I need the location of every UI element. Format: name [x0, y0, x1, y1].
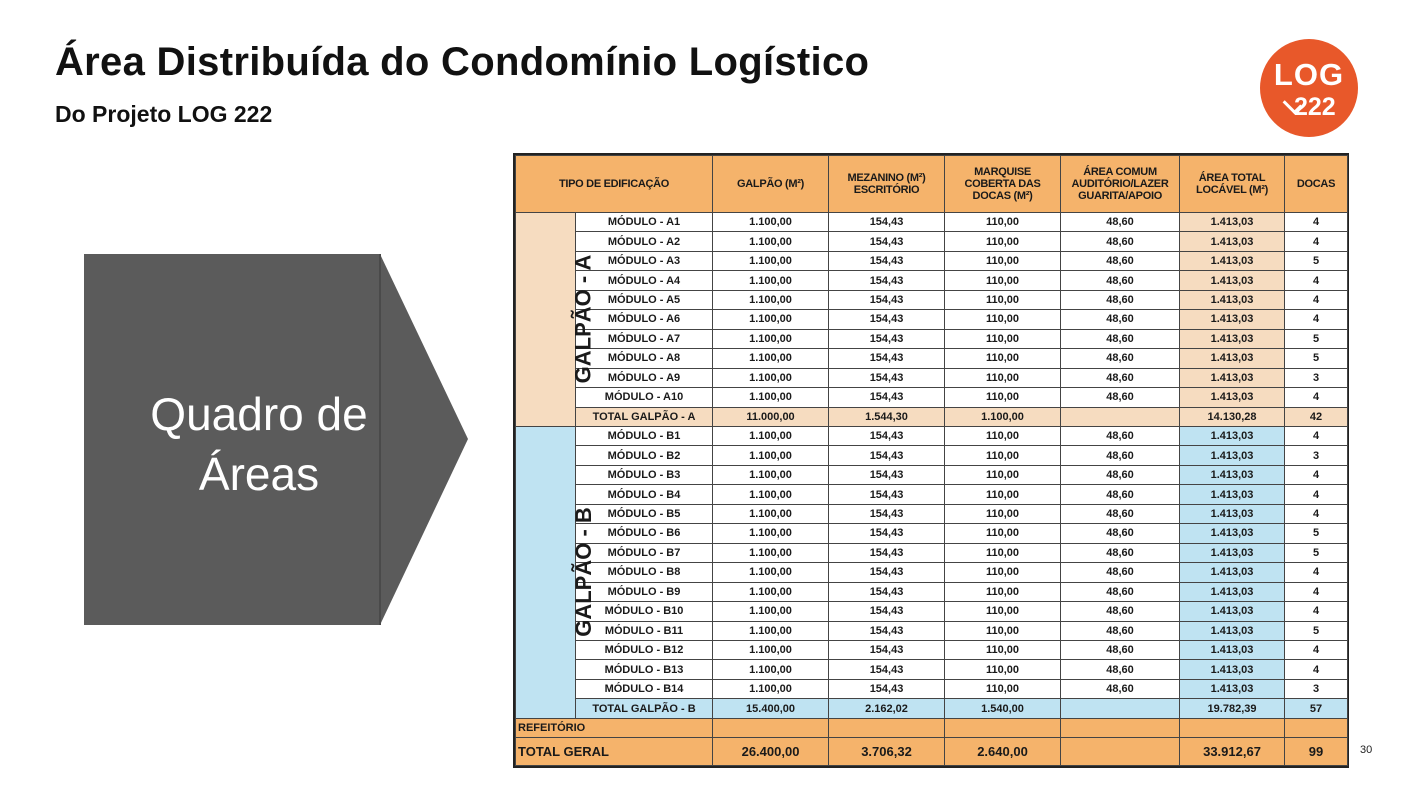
modulo-cell: MÓDULO - A10 — [576, 388, 713, 407]
table-row — [516, 621, 1348, 640]
table-row — [516, 213, 1348, 232]
total-mezanino-cell: 2.162,02 — [829, 699, 945, 718]
mezanino-cell: 154,43 — [829, 368, 945, 387]
total-geral-galpao-cell: 26.400,00 — [713, 738, 829, 766]
docas-cell: 5 — [1285, 621, 1348, 640]
marquise-cell: 110,00 — [945, 310, 1061, 329]
modulo-cell: MÓDULO - B5 — [576, 504, 713, 523]
comum-cell: 48,60 — [1061, 349, 1180, 368]
table-row — [516, 426, 1348, 445]
total-cell: 1.413,03 — [1180, 232, 1285, 251]
docas-cell: 4 — [1285, 563, 1348, 582]
mezanino-cell: 154,43 — [829, 465, 945, 484]
marquise-cell: 110,00 — [945, 485, 1061, 504]
refeitorio-empty-cell — [1285, 718, 1348, 737]
docas-cell: 4 — [1285, 504, 1348, 523]
comum-cell: 48,60 — [1061, 602, 1180, 621]
table-row — [516, 271, 1348, 290]
total-cell: 1.413,03 — [1180, 621, 1285, 640]
table-row — [516, 582, 1348, 601]
galpao-cell: 1.100,00 — [713, 679, 829, 698]
refeitorio-empty-cell — [829, 718, 945, 737]
modulo-cell: MÓDULO - A4 — [576, 271, 713, 290]
total-geral-mezanino-cell: 3.706,32 — [829, 738, 945, 766]
total-cell: 1.413,03 — [1180, 582, 1285, 601]
refeitorio-row — [516, 718, 1348, 737]
mezanino-cell: 154,43 — [829, 232, 945, 251]
refeitorio-empty-cell — [1061, 718, 1180, 737]
marquise-cell: 110,00 — [945, 446, 1061, 465]
mezanino-cell: 154,43 — [829, 504, 945, 523]
group-label-group-b — [516, 426, 596, 718]
total-cell: 1.413,03 — [1180, 213, 1285, 232]
callout-line-1: Quadro de — [150, 388, 368, 440]
total-cell: 1.413,03 — [1180, 426, 1285, 445]
total-geral-row — [516, 738, 1348, 766]
modulo-cell: MÓDULO - B7 — [576, 543, 713, 562]
mezanino-cell: 154,43 — [829, 271, 945, 290]
header-docas: DOCAS — [1285, 156, 1348, 213]
marquise-cell: 110,00 — [945, 660, 1061, 679]
table-row — [516, 290, 1348, 309]
total-cell: 1.413,03 — [1180, 465, 1285, 484]
mezanino-cell: 154,43 — [829, 213, 945, 232]
total-cell: 1.413,03 — [1180, 271, 1285, 290]
total-cell: 1.413,03 — [1180, 524, 1285, 543]
galpao-cell: 1.100,00 — [713, 388, 829, 407]
marquise-cell: 110,00 — [945, 271, 1061, 290]
modulo-cell: MÓDULO - A8 — [576, 349, 713, 368]
marquise-cell: 110,00 — [945, 465, 1061, 484]
total-cell: 1.413,03 — [1180, 679, 1285, 698]
total-cell: 1.413,03 — [1180, 660, 1285, 679]
header-area-comum: ÁREA COMUM AUDITÓRIO/LAZER GUARITA/APOIO — [1061, 156, 1180, 213]
marquise-cell: 110,00 — [945, 368, 1061, 387]
total-comum-cell — [1061, 699, 1180, 718]
marquise-cell: 110,00 — [945, 524, 1061, 543]
mezanino-cell: 154,43 — [829, 251, 945, 270]
modulo-cell: MÓDULO - A6 — [576, 310, 713, 329]
docas-cell: 3 — [1285, 368, 1348, 387]
comum-cell: 48,60 — [1061, 679, 1180, 698]
comum-cell: 48,60 — [1061, 446, 1180, 465]
comum-cell: 48,60 — [1061, 388, 1180, 407]
docas-cell: 4 — [1285, 232, 1348, 251]
group-label-text: GALPÃO - B — [570, 507, 596, 638]
marquise-cell: 110,00 — [945, 232, 1061, 251]
comum-cell: 48,60 — [1061, 232, 1180, 251]
area-table-container — [513, 153, 1349, 768]
modulo-cell: MÓDULO - A9 — [576, 368, 713, 387]
galpao-cell: 1.100,00 — [713, 232, 829, 251]
docas-cell: 4 — [1285, 640, 1348, 659]
total-label-cell: TOTAL GALPÃO - A — [576, 407, 713, 426]
galpao-cell: 1.100,00 — [713, 426, 829, 445]
modulo-cell: MÓDULO - B9 — [576, 582, 713, 601]
group-label-group-a — [516, 213, 596, 427]
table-row — [516, 446, 1348, 465]
table-header-row — [516, 156, 1348, 213]
marquise-cell: 110,00 — [945, 543, 1061, 562]
table-row — [516, 640, 1348, 659]
mezanino-cell: 154,43 — [829, 660, 945, 679]
quadro-callout — [84, 254, 468, 625]
total-docas-cell: 42 — [1285, 407, 1348, 426]
table-row — [516, 563, 1348, 582]
table-row — [516, 504, 1348, 523]
table-row — [516, 251, 1348, 270]
page-subtitle: Do Projeto LOG 222 — [55, 101, 273, 127]
modulo-cell: MÓDULO - B14 — [576, 679, 713, 698]
modulo-cell: MÓDULO - B4 — [576, 485, 713, 504]
total-mezanino-cell: 1.544,30 — [829, 407, 945, 426]
docas-cell: 5 — [1285, 524, 1348, 543]
modulo-cell: MÓDULO - A7 — [576, 329, 713, 348]
galpao-cell: 1.100,00 — [713, 271, 829, 290]
total-cell: 1.413,03 — [1180, 349, 1285, 368]
header-marquise: MARQUISE COBERTA DAS DOCAS (M²) — [945, 156, 1061, 213]
marquise-cell: 110,00 — [945, 602, 1061, 621]
comum-cell: 48,60 — [1061, 329, 1180, 348]
total-cell: 1.413,03 — [1180, 446, 1285, 465]
group-total-row — [516, 407, 1348, 426]
comum-cell: 48,60 — [1061, 582, 1180, 601]
marquise-cell: 110,00 — [945, 290, 1061, 309]
total-cell: 1.413,03 — [1180, 504, 1285, 523]
galpao-cell: 1.100,00 — [713, 349, 829, 368]
galpao-cell: 1.100,00 — [713, 621, 829, 640]
table-row — [516, 679, 1348, 698]
docas-cell: 5 — [1285, 543, 1348, 562]
mezanino-cell: 154,43 — [829, 582, 945, 601]
table-row — [516, 329, 1348, 348]
modulo-cell: MÓDULO - B3 — [576, 465, 713, 484]
group-total-row — [516, 699, 1348, 718]
total-docas-cell: 57 — [1285, 699, 1348, 718]
comum-cell: 48,60 — [1061, 465, 1180, 484]
table-row — [516, 388, 1348, 407]
page-title: Área Distribuída do Condomínio Logístico — [55, 40, 870, 84]
mezanino-cell: 154,43 — [829, 679, 945, 698]
galpao-cell: 1.100,00 — [713, 213, 829, 232]
total-geral-comum-cell — [1061, 738, 1180, 766]
galpao-cell: 1.100,00 — [713, 290, 829, 309]
galpao-cell: 1.100,00 — [713, 582, 829, 601]
total-marquise-cell: 1.540,00 — [945, 699, 1061, 718]
table-row — [516, 524, 1348, 543]
comum-cell: 48,60 — [1061, 504, 1180, 523]
comum-cell: 48,60 — [1061, 213, 1180, 232]
mezanino-cell: 154,43 — [829, 290, 945, 309]
mezanino-cell: 154,43 — [829, 524, 945, 543]
total-cell: 1.413,03 — [1180, 251, 1285, 270]
comum-cell: 48,60 — [1061, 271, 1180, 290]
docas-cell: 5 — [1285, 349, 1348, 368]
marquise-cell: 110,00 — [945, 388, 1061, 407]
marquise-cell: 110,00 — [945, 426, 1061, 445]
docas-cell: 4 — [1285, 290, 1348, 309]
header-mezanino: MEZANINO (M²) ESCRITÓRIO — [829, 156, 945, 213]
marquise-cell: 110,00 — [945, 329, 1061, 348]
modulo-cell: MÓDULO - B6 — [576, 524, 713, 543]
total-total-cell: 19.782,39 — [1180, 699, 1285, 718]
header-tipo: TIPO DE EDIFICAÇÃO — [516, 156, 713, 213]
modulo-cell: MÓDULO - B10 — [576, 602, 713, 621]
comum-cell: 48,60 — [1061, 563, 1180, 582]
table-row — [516, 485, 1348, 504]
marquise-cell: 110,00 — [945, 563, 1061, 582]
mezanino-cell: 154,43 — [829, 563, 945, 582]
table-row — [516, 232, 1348, 251]
comum-cell: 48,60 — [1061, 251, 1180, 270]
refeitorio-empty-cell — [945, 718, 1061, 737]
marquise-cell: 110,00 — [945, 251, 1061, 270]
area-table — [515, 155, 1348, 766]
total-marquise-cell: 1.100,00 — [945, 407, 1061, 426]
galpao-cell: 1.100,00 — [713, 640, 829, 659]
modulo-cell: MÓDULO - B11 — [576, 621, 713, 640]
header-area-total: ÁREA TOTAL LOCÁVEL (M²) — [1180, 156, 1285, 213]
docas-cell: 4 — [1285, 426, 1348, 445]
mezanino-cell: 154,43 — [829, 388, 945, 407]
modulo-cell: MÓDULO - A1 — [576, 213, 713, 232]
comum-cell: 48,60 — [1061, 640, 1180, 659]
modulo-cell: MÓDULO - A2 — [576, 232, 713, 251]
modulo-cell: MÓDULO - A3 — [576, 251, 713, 270]
logo-text-bottom: 222 — [1294, 93, 1336, 121]
mezanino-cell: 154,43 — [829, 446, 945, 465]
modulo-cell: MÓDULO - B13 — [576, 660, 713, 679]
galpao-cell: 1.100,00 — [713, 368, 829, 387]
total-geral-docas-cell: 99 — [1285, 738, 1348, 766]
marquise-cell: 110,00 — [945, 349, 1061, 368]
marquise-cell: 110,00 — [945, 621, 1061, 640]
docas-cell: 4 — [1285, 310, 1348, 329]
total-geral-marquise-cell: 2.640,00 — [945, 738, 1061, 766]
docas-cell: 4 — [1285, 465, 1348, 484]
total-geral-total-cell: 33.912,67 — [1180, 738, 1285, 766]
docas-cell: 3 — [1285, 446, 1348, 465]
galpao-cell: 1.100,00 — [713, 524, 829, 543]
marquise-cell: 110,00 — [945, 582, 1061, 601]
total-cell: 1.413,03 — [1180, 329, 1285, 348]
group-label-text: GALPÃO - A — [570, 255, 596, 384]
comum-cell: 48,60 — [1061, 543, 1180, 562]
mezanino-cell: 154,43 — [829, 426, 945, 445]
total-comum-cell — [1061, 407, 1180, 426]
docas-cell: 4 — [1285, 660, 1348, 679]
table-row — [516, 602, 1348, 621]
galpao-cell: 1.100,00 — [713, 446, 829, 465]
total-galpao-cell: 11.000,00 — [713, 407, 829, 426]
docas-cell: 4 — [1285, 485, 1348, 504]
callout-line-2: Áreas — [198, 448, 320, 500]
total-cell: 1.413,03 — [1180, 485, 1285, 504]
comum-cell: 48,60 — [1061, 485, 1180, 504]
total-total-cell: 14.130,28 — [1180, 407, 1285, 426]
table-row — [516, 368, 1348, 387]
comum-cell: 48,60 — [1061, 660, 1180, 679]
total-label-cell: TOTAL GALPÃO - B — [576, 699, 713, 718]
total-geral-label: TOTAL GERAL — [516, 738, 713, 766]
docas-cell: 4 — [1285, 271, 1348, 290]
marquise-cell: 110,00 — [945, 504, 1061, 523]
refeitorio-empty-cell — [713, 718, 829, 737]
marquise-cell: 110,00 — [945, 679, 1061, 698]
docas-cell: 4 — [1285, 213, 1348, 232]
docas-cell: 4 — [1285, 582, 1348, 601]
area-table-body — [516, 213, 1348, 766]
modulo-cell: MÓDULO - B2 — [576, 446, 713, 465]
table-row — [516, 660, 1348, 679]
modulo-cell: MÓDULO - B8 — [576, 563, 713, 582]
docas-cell: 3 — [1285, 679, 1348, 698]
docas-cell: 5 — [1285, 251, 1348, 270]
galpao-cell: 1.100,00 — [713, 465, 829, 484]
docas-cell: 5 — [1285, 329, 1348, 348]
comum-cell: 48,60 — [1061, 426, 1180, 445]
galpao-cell: 1.100,00 — [713, 251, 829, 270]
total-cell: 1.413,03 — [1180, 290, 1285, 309]
refeitorio-empty-cell — [1180, 718, 1285, 737]
total-cell: 1.413,03 — [1180, 368, 1285, 387]
total-cell: 1.413,03 — [1180, 602, 1285, 621]
total-galpao-cell: 15.400,00 — [713, 699, 829, 718]
comum-cell: 48,60 — [1061, 290, 1180, 309]
log222-logo — [1260, 39, 1358, 137]
total-cell: 1.413,03 — [1180, 388, 1285, 407]
mezanino-cell: 154,43 — [829, 485, 945, 504]
mezanino-cell: 154,43 — [829, 349, 945, 368]
galpao-cell: 1.100,00 — [713, 310, 829, 329]
table-row — [516, 465, 1348, 484]
galpao-cell: 1.100,00 — [713, 329, 829, 348]
total-cell: 1.413,03 — [1180, 543, 1285, 562]
comum-cell: 48,60 — [1061, 524, 1180, 543]
comum-cell: 48,60 — [1061, 310, 1180, 329]
comum-cell: 48,60 — [1061, 368, 1180, 387]
mezanino-cell: 154,43 — [829, 310, 945, 329]
marquise-cell: 110,00 — [945, 213, 1061, 232]
galpao-cell: 1.100,00 — [713, 660, 829, 679]
total-cell: 1.413,03 — [1180, 640, 1285, 659]
total-cell: 1.413,03 — [1180, 563, 1285, 582]
modulo-cell: MÓDULO - B12 — [576, 640, 713, 659]
galpao-cell: 1.100,00 — [713, 602, 829, 621]
galpao-cell: 1.100,00 — [713, 504, 829, 523]
modulo-cell: MÓDULO - A5 — [576, 290, 713, 309]
table-row — [516, 310, 1348, 329]
comum-cell: 48,60 — [1061, 621, 1180, 640]
mezanino-cell: 154,43 — [829, 621, 945, 640]
callout-label — [114, 384, 404, 504]
mezanino-cell: 154,43 — [829, 602, 945, 621]
table-row — [516, 543, 1348, 562]
mezanino-cell: 154,43 — [829, 329, 945, 348]
refeitorio-label: REFEITÓRIO — [516, 718, 713, 737]
page-number: 30 — [1360, 744, 1373, 756]
header-galpao: GALPÃO (M²) — [713, 156, 829, 213]
galpao-cell: 1.100,00 — [713, 563, 829, 582]
modulo-cell: MÓDULO - B1 — [576, 426, 713, 445]
docas-cell: 4 — [1285, 602, 1348, 621]
galpao-cell: 1.100,00 — [713, 485, 829, 504]
mezanino-cell: 154,43 — [829, 543, 945, 562]
docas-cell: 4 — [1285, 388, 1348, 407]
galpao-cell: 1.100,00 — [713, 543, 829, 562]
total-cell: 1.413,03 — [1180, 310, 1285, 329]
logo-text-top: LOG — [1273, 57, 1345, 92]
table-row — [516, 349, 1348, 368]
marquise-cell: 110,00 — [945, 640, 1061, 659]
mezanino-cell: 154,43 — [829, 640, 945, 659]
